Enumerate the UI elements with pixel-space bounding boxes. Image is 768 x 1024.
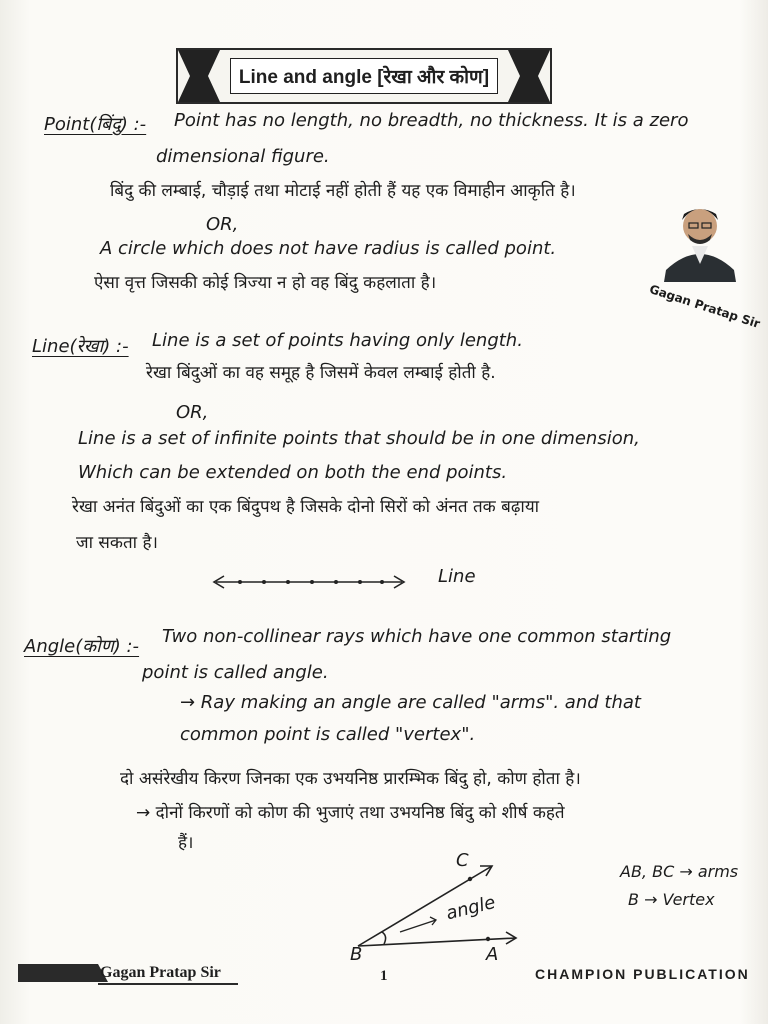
point-hindi-definition: बिंदु की लम्बाई, चौड़ाई तथा मोटाई नहीं होती हैं यह एक विमाहीन आकृति है। — [110, 181, 576, 201]
point-hindi-alternate: ऐसा वृत्त जिसकी कोई त्रिज्या न हो वह बिंदु कहलाता है। — [94, 273, 437, 293]
angle-definition-line-1: Two non-collinear rays which have one common starting — [162, 626, 672, 647]
angle-diagram-label-angle: angle — [444, 891, 498, 925]
angle-definition-line-2: point is called angle. — [142, 662, 329, 683]
point-definition-line-1: Point has no length, no breadth, no thickness. It is a zero — [174, 110, 689, 131]
line-hindi-definition: रेखा बिंदुओं का वह समूह है जिसमें केवल लम्बाई होती है. — [146, 363, 496, 383]
line-diagram-label: Line — [438, 566, 476, 587]
line-diagram — [210, 570, 410, 594]
publisher-name: CHAMPION PUBLICATION — [535, 966, 750, 982]
page-number: 1 — [380, 968, 388, 984]
author-avatar — [652, 198, 750, 298]
point-alternate-definition: A circle which does not have radius is called point. — [100, 238, 557, 259]
angle-diagram-label-c: C — [456, 850, 469, 871]
line-or: OR, — [176, 402, 209, 423]
angle-hindi-note-2: हैं। — [178, 833, 194, 853]
angle-diagram — [340, 848, 530, 960]
line-alternate-definition-2: Which can be extended on both the end points. — [78, 462, 508, 483]
angle-hindi-definition: दो असंरेखीय किरण जिनका एक उभयनिष्ठ प्रारम्भिक बिंदु हो, कोण होता है। — [120, 769, 581, 789]
footer-author: Gagan Pratap Sir — [100, 964, 221, 981]
point-definition-line-2: dimensional figure. — [156, 146, 330, 167]
angle-diagram-label-b: B — [350, 944, 363, 965]
author-badge-name: Gagan Pratap Sir — [647, 282, 762, 331]
point-term: Point(बिंदु) :- — [44, 114, 147, 135]
point-or: OR, — [206, 214, 239, 235]
line-definition: Line is a set of points having only length. — [152, 330, 523, 351]
vertex-note: B → Vertex — [628, 890, 715, 909]
angle-term: Angle(कोण) :- — [24, 636, 140, 657]
line-hindi-alternate-2: जा सकता है। — [76, 533, 158, 553]
angle-arms-note: → Ray making an angle are called "arms". and that — [180, 692, 641, 713]
angle-vertex-note: common point is called "vertex". — [180, 724, 476, 745]
arms-note: AB, BC → arms — [620, 862, 739, 881]
banner-right-decoration — [508, 50, 550, 102]
title-banner — [176, 48, 552, 104]
angle-diagram-label-a: A — [486, 944, 499, 965]
banner-left-decoration — [178, 50, 220, 102]
line-term: Line(रेखा) :- — [32, 336, 129, 357]
line-hindi-alternate-1: रेखा अनंत बिंदुओं का एक बिंदुपथ है जिसके दोनो सिरों को अंनत तक बढ़ाया — [72, 497, 540, 517]
line-alternate-definition-1: Line is a set of infinite points that should be in one dimension, — [78, 428, 640, 449]
page-title: Line and angle [रेखा और कोण] — [230, 58, 498, 94]
angle-hindi-note-1: → दोनों किरणों को कोण की भुजाएं तथा उभयनिष्ठ बिंदु को शीर्ष कहते — [136, 803, 565, 823]
